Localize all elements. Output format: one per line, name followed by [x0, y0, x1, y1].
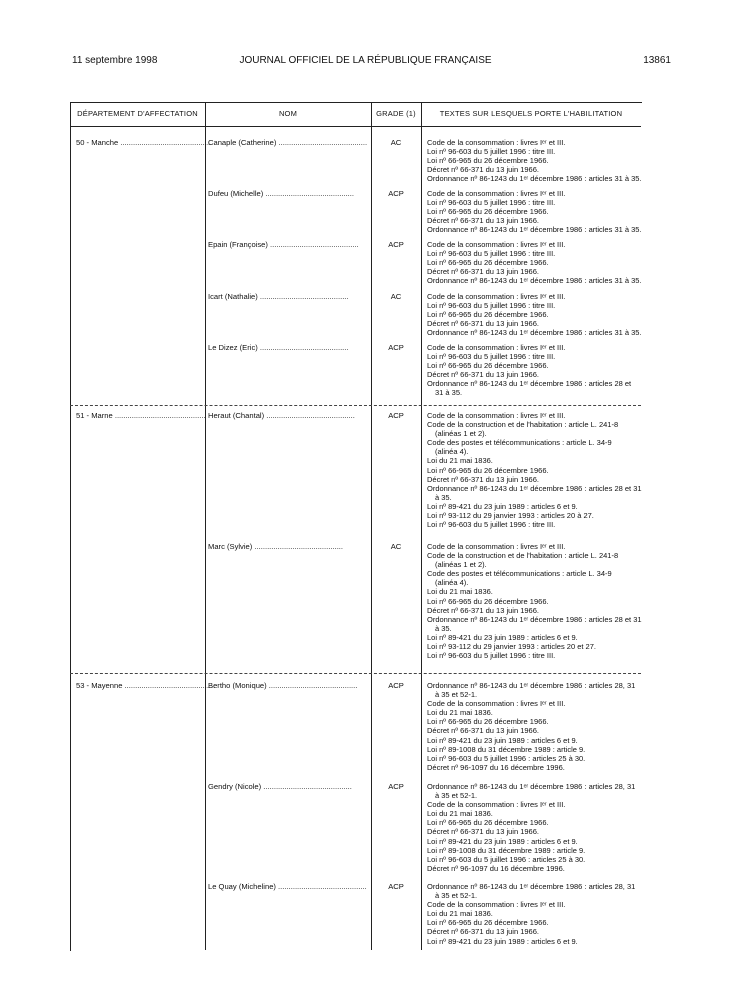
habilitation-texts [427, 542, 642, 661]
text-line: Loi nº 96-603 du 5 juillet 1996 : titre III. [427, 651, 556, 661]
text-line: Loi nº 66-965 du 26 décembre 1966. [427, 258, 549, 268]
agent-grade: ACP [388, 240, 404, 249]
text-line: (alinéa 4). [435, 578, 469, 588]
text-line: Loi du 21 mai 1836. [427, 909, 493, 919]
text-line: Loi nº 89-1008 du 31 décembre 1989 : article 9. [427, 845, 586, 855]
text-line: Ordonnance nº 86-1243 du 1ᵉʳ décembre 1986 : articles 28 et 31 [427, 614, 642, 624]
agent-grade: ACP [388, 343, 404, 352]
text-line: à 35 et 52-1. [435, 891, 478, 901]
habilitation-texts [427, 882, 637, 946]
text-line: Ordonnance nº 86-1243 du 1ᵉʳ décembre 1986 : articles 28, 31 [427, 681, 636, 690]
text-line: Code des postes et télécommunications : article L. 34-9 [427, 569, 612, 579]
text-line: Loi nº 96-603 du 5 juillet 1996 : titre III. [427, 301, 556, 311]
habilitation-texts [427, 189, 642, 235]
text-line: Code de la consommation : livres Iᵉʳ et III. [427, 800, 566, 810]
department-label: 51 - Marne ........................................... [76, 411, 206, 420]
agent-grade: ACP [388, 411, 404, 420]
text-line: à 35. [435, 492, 452, 502]
text-line: Loi nº 96-603 du 5 juillet 1996 : titre III. [427, 520, 556, 530]
text-line: Ordonnance nº 86-1243 du 1ᵉʳ décembre 1986 : articles 31 à 35. [427, 225, 642, 235]
text-line: Loi nº 89-1008 du 31 décembre 1989 : article 9. [427, 744, 586, 754]
header-rule [70, 126, 641, 127]
text-line: Code de la consommation : livres Iᵉʳ et III. [427, 189, 566, 198]
text-line: Code de la construction et de l'habitation : article L. 241-8 [427, 420, 619, 430]
text-line: Ordonnance nº 86-1243 du 1ᵉʳ décembre 1986 : articles 31 à 35. [427, 174, 642, 184]
column-header-nom: NOM [278, 109, 298, 118]
department-label: 53 - Mayenne ........................................... [76, 681, 216, 690]
text-line: à 35 et 52-1. [435, 791, 478, 801]
text-line: Loi nº 89-421 du 23 juin 1989 : articles 6 et 9. [427, 936, 578, 946]
agent-name: Le Dizez (Eric) .......................................... [208, 343, 349, 352]
text-line: Loi nº 93-112 du 29 janvier 1993 : articles 20 à 27. [427, 511, 594, 521]
text-line: Code de la construction et de l'habitation : article L. 241-8 [427, 551, 619, 561]
text-line: Décret nº 66-371 du 13 juin 1966. [427, 927, 539, 937]
text-line: Ordonnance nº 86-1243 du 1ᵉʳ décembre 1986 : articles 28, 31 [427, 882, 636, 891]
department-label: 50 - Manche ........................................... [76, 138, 212, 147]
agent-name: Heraut (Chantal) .......................................... [208, 411, 355, 420]
column-header-grade: GRADE (1) [376, 109, 416, 118]
department-separator [70, 673, 641, 674]
text-line: Ordonnance nº 86-1243 du 1ᵉʳ décembre 1986 : articles 31 à 35. [427, 328, 642, 338]
text-line: Ordonnance nº 86-1243 du 1ᵉʳ décembre 1986 : articles 28 et [427, 379, 632, 389]
agent-name: Dufeu (Michelle) .......................................... [208, 189, 355, 198]
text-line: Loi nº 96-603 du 5 juillet 1996 : articles 25 à 30. [427, 753, 586, 763]
habilitation-texts [427, 681, 637, 772]
column-header-textes: TEXTES SUR LESQUELS PORTE L'HABILITATION [439, 109, 623, 118]
page-number: 13861 [643, 55, 671, 66]
text-line: Loi nº 96-603 du 5 juillet 1996 : titre III. [427, 249, 556, 259]
text-line: Loi nº 66-965 du 26 décembre 1966. [427, 310, 549, 320]
text-line: Loi nº 96-603 du 5 juillet 1996 : articles 25 à 30. [427, 854, 586, 864]
text-line: Loi nº 93-112 du 29 janvier 1993 : articles 20 et 27. [427, 642, 596, 652]
text-line: Décret nº 96-1097 du 16 décembre 1996. [427, 762, 565, 772]
agent-grade: ACP [388, 882, 404, 891]
text-line: Décret nº 66-371 du 13 juin 1966. [427, 165, 539, 175]
text-line: (alinéas 1 et 2). [435, 429, 487, 439]
agent-name: Bertho (Monique) .......................................... [208, 681, 358, 690]
text-line: Loi nº 66-965 du 26 décembre 1966. [427, 361, 549, 371]
page-date: 11 septembre 1998 [72, 55, 158, 66]
text-line: à 35. [435, 623, 452, 633]
agent-grade: ACP [388, 782, 404, 791]
text-line: Ordonnance nº 86-1243 du 1ᵉʳ décembre 1986 : articles 31 à 35. [427, 276, 642, 286]
text-line: Loi du 21 mai 1836. [427, 587, 493, 597]
text-line: Loi du 21 mai 1836. [427, 708, 493, 718]
agent-grade: AC [390, 138, 402, 147]
text-line: Code de la consommation : livres Iᵉʳ et III. [427, 542, 566, 551]
column-divider [205, 102, 206, 950]
text-line: Décret nº 66-371 du 13 juin 1966. [427, 605, 539, 615]
text-line: Code des postes et télécommunications : article L. 34-9 [427, 438, 612, 448]
agent-name: Icart (Nathalie) .......................................... [208, 292, 349, 301]
text-line: Loi du 21 mai 1836. [427, 456, 493, 466]
text-line: Décret nº 66-371 du 13 juin 1966. [427, 474, 539, 484]
text-line: Loi nº 66-965 du 26 décembre 1966. [427, 918, 549, 928]
text-line: Code de la consommation : livres Iᵉʳ et III. [427, 900, 566, 910]
text-line: Loi nº 66-965 du 26 décembre 1966. [427, 207, 549, 217]
text-line: Code de la consommation : livres Iᵉʳ et III. [427, 343, 566, 352]
text-line: Loi nº 96-603 du 5 juillet 1996 : titre III. [427, 198, 556, 208]
habilitation-texts [427, 343, 637, 398]
text-line: (alinéa 4). [435, 447, 469, 457]
department-separator [70, 405, 641, 406]
text-line: Ordonnance nº 86-1243 du 1ᵉʳ décembre 1986 : articles 28, 31 [427, 782, 636, 791]
text-line: Ordonnance nº 86-1243 du 1ᵉʳ décembre 1986 : articles 28 et 31 [427, 483, 642, 493]
text-line: à 35 et 52-1. [435, 690, 478, 700]
agent-name: Le Quay (Micheline) .......................................... [208, 882, 367, 891]
agent-grade: ACP [388, 681, 404, 690]
text-line: Loi nº 89-421 du 23 juin 1989 : articles 6 et 9. [427, 501, 578, 511]
text-line: Loi nº 66-965 du 26 décembre 1966. [427, 465, 549, 475]
text-line: Loi du 21 mai 1836. [427, 809, 493, 819]
text-line: Décret nº 66-371 du 13 juin 1966. [427, 827, 539, 837]
text-line: Code de la consommation : livres Iᵉʳ et III. [427, 699, 566, 709]
text-line: (alinéas 1 et 2). [435, 560, 487, 570]
text-line: Loi nº 66-965 du 26 décembre 1966. [427, 818, 549, 828]
text-line: Décret nº 66-371 du 13 juin 1966. [427, 726, 539, 736]
text-line: Décret nº 66-371 du 13 juin 1966. [427, 370, 539, 380]
text-line: Loi nº 89-421 du 23 juin 1989 : articles 6 et 9. [427, 735, 578, 745]
text-line: Loi nº 66-965 du 26 décembre 1966. [427, 717, 549, 727]
text-line: Décret nº 66-371 du 13 juin 1966. [427, 319, 539, 329]
text-line: Code de la consommation : livres Iᵉʳ et III. [427, 411, 566, 420]
text-line: Décret nº 66-371 du 13 juin 1966. [427, 267, 539, 277]
habilitation-texts [427, 782, 637, 873]
text-line: Code de la consommation : livres Iᵉʳ et III. [427, 240, 566, 249]
text-line: Loi nº 66-965 du 26 décembre 1966. [427, 156, 549, 166]
habilitation-texts [427, 292, 642, 338]
text-line: Code de la consommation : livres Iᵉʳ et III. [427, 138, 566, 147]
text-line: Loi nº 89-421 du 23 juin 1989 : articles 6 et 9. [427, 836, 578, 846]
column-header-dept: DÉPARTEMENT D'AFFECTATION [77, 109, 198, 118]
text-line: Loi nº 89-421 du 23 juin 1989 : articles 6 et 9. [427, 632, 578, 642]
habilitation-texts [427, 138, 642, 184]
habilitation-texts [427, 411, 642, 530]
text-line: Loi nº 96-603 du 5 juillet 1996 : titre III. [427, 352, 556, 362]
text-line: Code de la consommation : livres Iᵉʳ et III. [427, 292, 566, 301]
habilitation-texts [427, 240, 642, 286]
agent-name: Canaple (Catherine) .......................................... [208, 138, 368, 147]
text-line: Loi nº 66-965 du 26 décembre 1966. [427, 596, 549, 606]
agent-grade: ACP [388, 189, 404, 198]
agent-name: Epain (Françoise) .......................................... [208, 240, 359, 249]
agent-grade: AC [390, 542, 402, 551]
column-divider [371, 102, 372, 950]
journal-title: JOURNAL OFFICIEL DE LA RÉPUBLIQUE FRANÇAISE [239, 55, 492, 66]
text-line: Loi nº 96-603 du 5 juillet 1996 : titre III. [427, 147, 556, 157]
agent-grade: AC [390, 292, 402, 301]
column-divider [421, 102, 422, 950]
text-line: 31 à 35. [435, 388, 463, 398]
text-line: Décret nº 96-1097 du 16 décembre 1996. [427, 863, 565, 873]
text-line: Décret nº 66-371 du 13 juin 1966. [427, 216, 539, 226]
agent-name: Gendry (Nicole) .......................................... [208, 782, 352, 791]
agent-name: Marc (Sylvie) .......................................... [208, 542, 344, 551]
